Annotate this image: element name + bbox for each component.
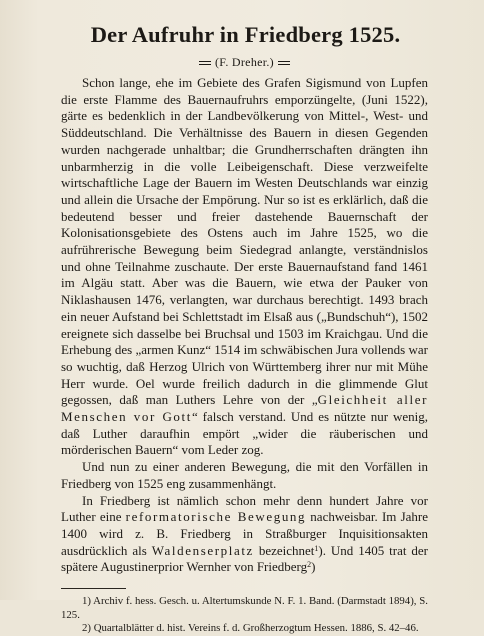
footnote-marker: 2 bbox=[307, 560, 312, 570]
footnote-marker: 1 bbox=[314, 543, 319, 553]
emphasized-text: Gleichheit aller Menschen vor Gott bbox=[61, 392, 429, 425]
text-run: ) bbox=[311, 559, 316, 575]
emphasized-text: Waldenserplatz bbox=[151, 542, 254, 558]
footnote-divider bbox=[61, 588, 126, 589]
text-run: bezeichnet bbox=[253, 542, 315, 558]
paragraph-3 bbox=[61, 493, 428, 577]
footnote-1: 1) Archiv f. hess. Gesch. u. Altertumskunde N. F. 1. Band. (Darmstadt 1894), S. 125. bbox=[61, 595, 428, 621]
footnotes bbox=[61, 595, 428, 636]
text-run: Schon lange, ehe im Gebiete des Grafen Sigismund von Lupfen die erste Flamme des Bauernaufruhrs emporzüngelte, (Juni 1522), gärte es bedenklich in der Landbevölkerung von Mittel-, West- und Süddeutschland. Die Verhältnisse des Bauern in diesen Gegenden wurden nachgerade unhaltbar; die Grundherrschaften drängten ihn unbarmherzig in die volle Leibeigenschaft. Diese verzweifelte wirtschaftliche Lage der Bauern im Westen Deutschlands war einzig und allein die Ursache der Empörung. Nur so ist es erklärlich, daß die bedeutend besser und freier dastehende Bauernschaft der Kolonisationsgebiete des Ostens auch im Jahre 1525, wo die aufrührerische Bewegung beim Siedegrad anlangte, verständnislos und ohne Teilnahme zuschaute. Der erste Bauernaufstand fand 1461 im Algäu statt. Aber was die Bauern, wie etwa der Pauker von Niklashausen 1476, verlangten, war durchaus berechtigt. 1493 brach ein neuer Aufstand bei Schlettstadt im Elsaß aus („Bundschuh“), 1502 ereignete sich dasselbe bei Bruchsal und 1503 im Kraichgau. Und die Erhebung des „armen Kunz“ 1514 im schwäbischen Jura vollends war so wuchtig, daß Herzog Ulrich von Württemberg ihrer nur mit Mühe Herr wurde. Oel wurde freilich dadurch in die glimmende Glut gegossen, daß man Luthers Lehre von der „ bbox=[61, 75, 428, 408]
double-dash-left bbox=[199, 61, 211, 65]
emphasized-text: reformatorische Bewegung bbox=[125, 509, 307, 525]
text-run: ). Und 1405 trat der spätere Augustinerprior Wernher von Friedberg bbox=[61, 542, 428, 575]
page-title: Der Aufruhr in Friedberg 1525. bbox=[90, 22, 401, 47]
body-text bbox=[61, 75, 428, 576]
text-run: “ falsch verstand. Und es nützte nur wenig, daß Luther daraufhin empört „wider die räuberischen und mörderischen Bauern“ vom Leder zog. bbox=[61, 409, 428, 458]
text-run: In Friedberg ist nämlich schon mehr denn hundert Jahre vor Luther eine bbox=[61, 492, 428, 525]
author-name: (F. Dreher.) bbox=[215, 55, 274, 69]
footnote-2: 2) Quartalblätter d. hist. Vereins f. d. Großherzogtum Hessen. 1886, S. 42–46. bbox=[82, 622, 419, 635]
text-run: Und nun zu einer anderen Bewegung, die mit den Vorfällen in Friedberg von 1525 eng zusammenhängt. bbox=[61, 459, 428, 491]
double-dash-right bbox=[278, 61, 290, 65]
paragraph-2 bbox=[61, 459, 428, 492]
author-line bbox=[61, 54, 428, 70]
paragraph-1 bbox=[61, 75, 428, 459]
text-run: nachweisbar. Im Jahre 1400 wird z. B. Friedberg in Straßburger Inquisitionsakten ausdrücklich als bbox=[61, 509, 429, 558]
